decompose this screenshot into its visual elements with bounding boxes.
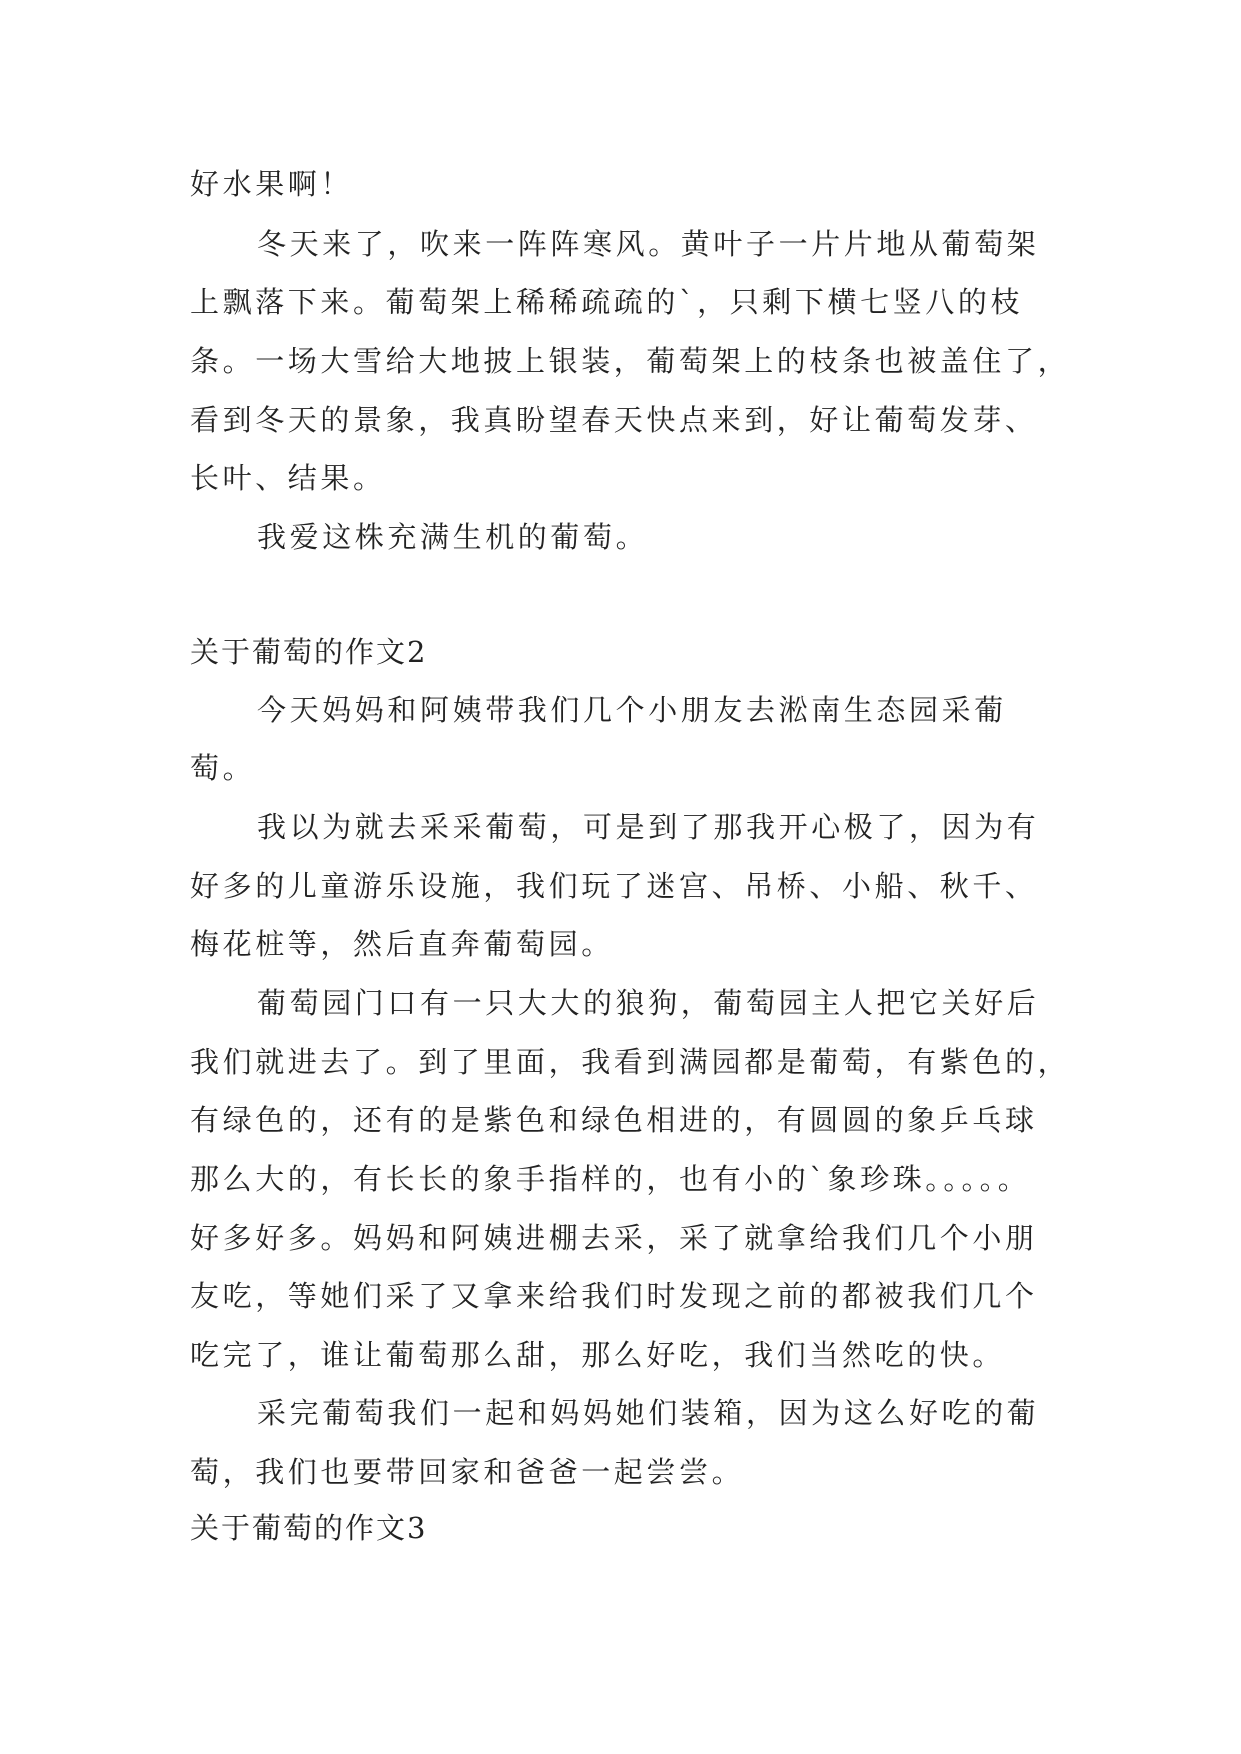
paragraph-line: 好多好多。妈妈和阿姨进棚去采，采了就拿给我们几个小朋 (190, 1221, 1038, 1255)
paragraph-line: 条。一场大雪给大地披上银装，葡萄架上的枝条也被盖住了， (190, 344, 1071, 378)
paragraph-line: 冬天来了，吹来一阵阵寒风。黄叶子一片片地从葡萄架 (257, 227, 1040, 261)
paragraph-line: 好多的儿童游乐设施，我们玩了迷宫、吊桥、小船、秋千、 (190, 869, 1038, 903)
paragraph-line: 我以为就去采采葡萄，可是到了那我开心极了，因为有 (257, 810, 1040, 844)
section-heading: 关于葡萄的作文3 (190, 1511, 428, 1545)
paragraph-line: 看到冬天的景象，我真盼望春天快点来到，好让葡萄发芽、 (190, 403, 1038, 437)
paragraph-line: 那么大的，有长长的象手指样的，也有小的`象珍珠。。。。。 (190, 1162, 1031, 1196)
paragraph-line: 长叶、结果。 (190, 461, 386, 495)
section-heading: 关于葡萄的作文2 (190, 635, 428, 669)
paragraph-line: 我们就进去了。到了里面，我看到满园都是葡萄，有紫色的， (190, 1045, 1071, 1079)
paragraph-line: 有绿色的，还有的是紫色和绿色相进的，有圆圆的象乒乓球 (190, 1103, 1038, 1137)
paragraph-line: 友吃，等她们采了又拿来给我们时发现之前的都被我们几个 (190, 1279, 1038, 1313)
paragraph-line: 上飘落下来。葡萄架上稀稀疏疏的`，只剩下横七竖八的枝 (190, 285, 1024, 319)
paragraph-line: 今天妈妈和阿姨带我们几个小朋友去淞南生态园采葡 (257, 693, 1007, 727)
paragraph-line: 好水果啊！ (190, 167, 354, 201)
paragraph-line: 葡萄园门口有一只大大的狼狗，葡萄园主人把它关好后 (257, 986, 1040, 1020)
paragraph-line: 萄。 (190, 751, 256, 785)
paragraph-line: 萄，我们也要带回家和爸爸一起尝尝。 (190, 1455, 745, 1489)
paragraph-line: 采完葡萄我们一起和妈妈她们装箱，因为这么好吃的葡 (257, 1396, 1040, 1430)
paragraph-line: 梅花桩等，然后直奔葡萄园。 (190, 927, 614, 961)
paragraph-line: 我爱这株充满生机的葡萄。 (257, 520, 649, 554)
paragraph-line: 吃完了，谁让葡萄那么甜，那么好吃，我们当然吃的快。 (190, 1338, 1006, 1372)
